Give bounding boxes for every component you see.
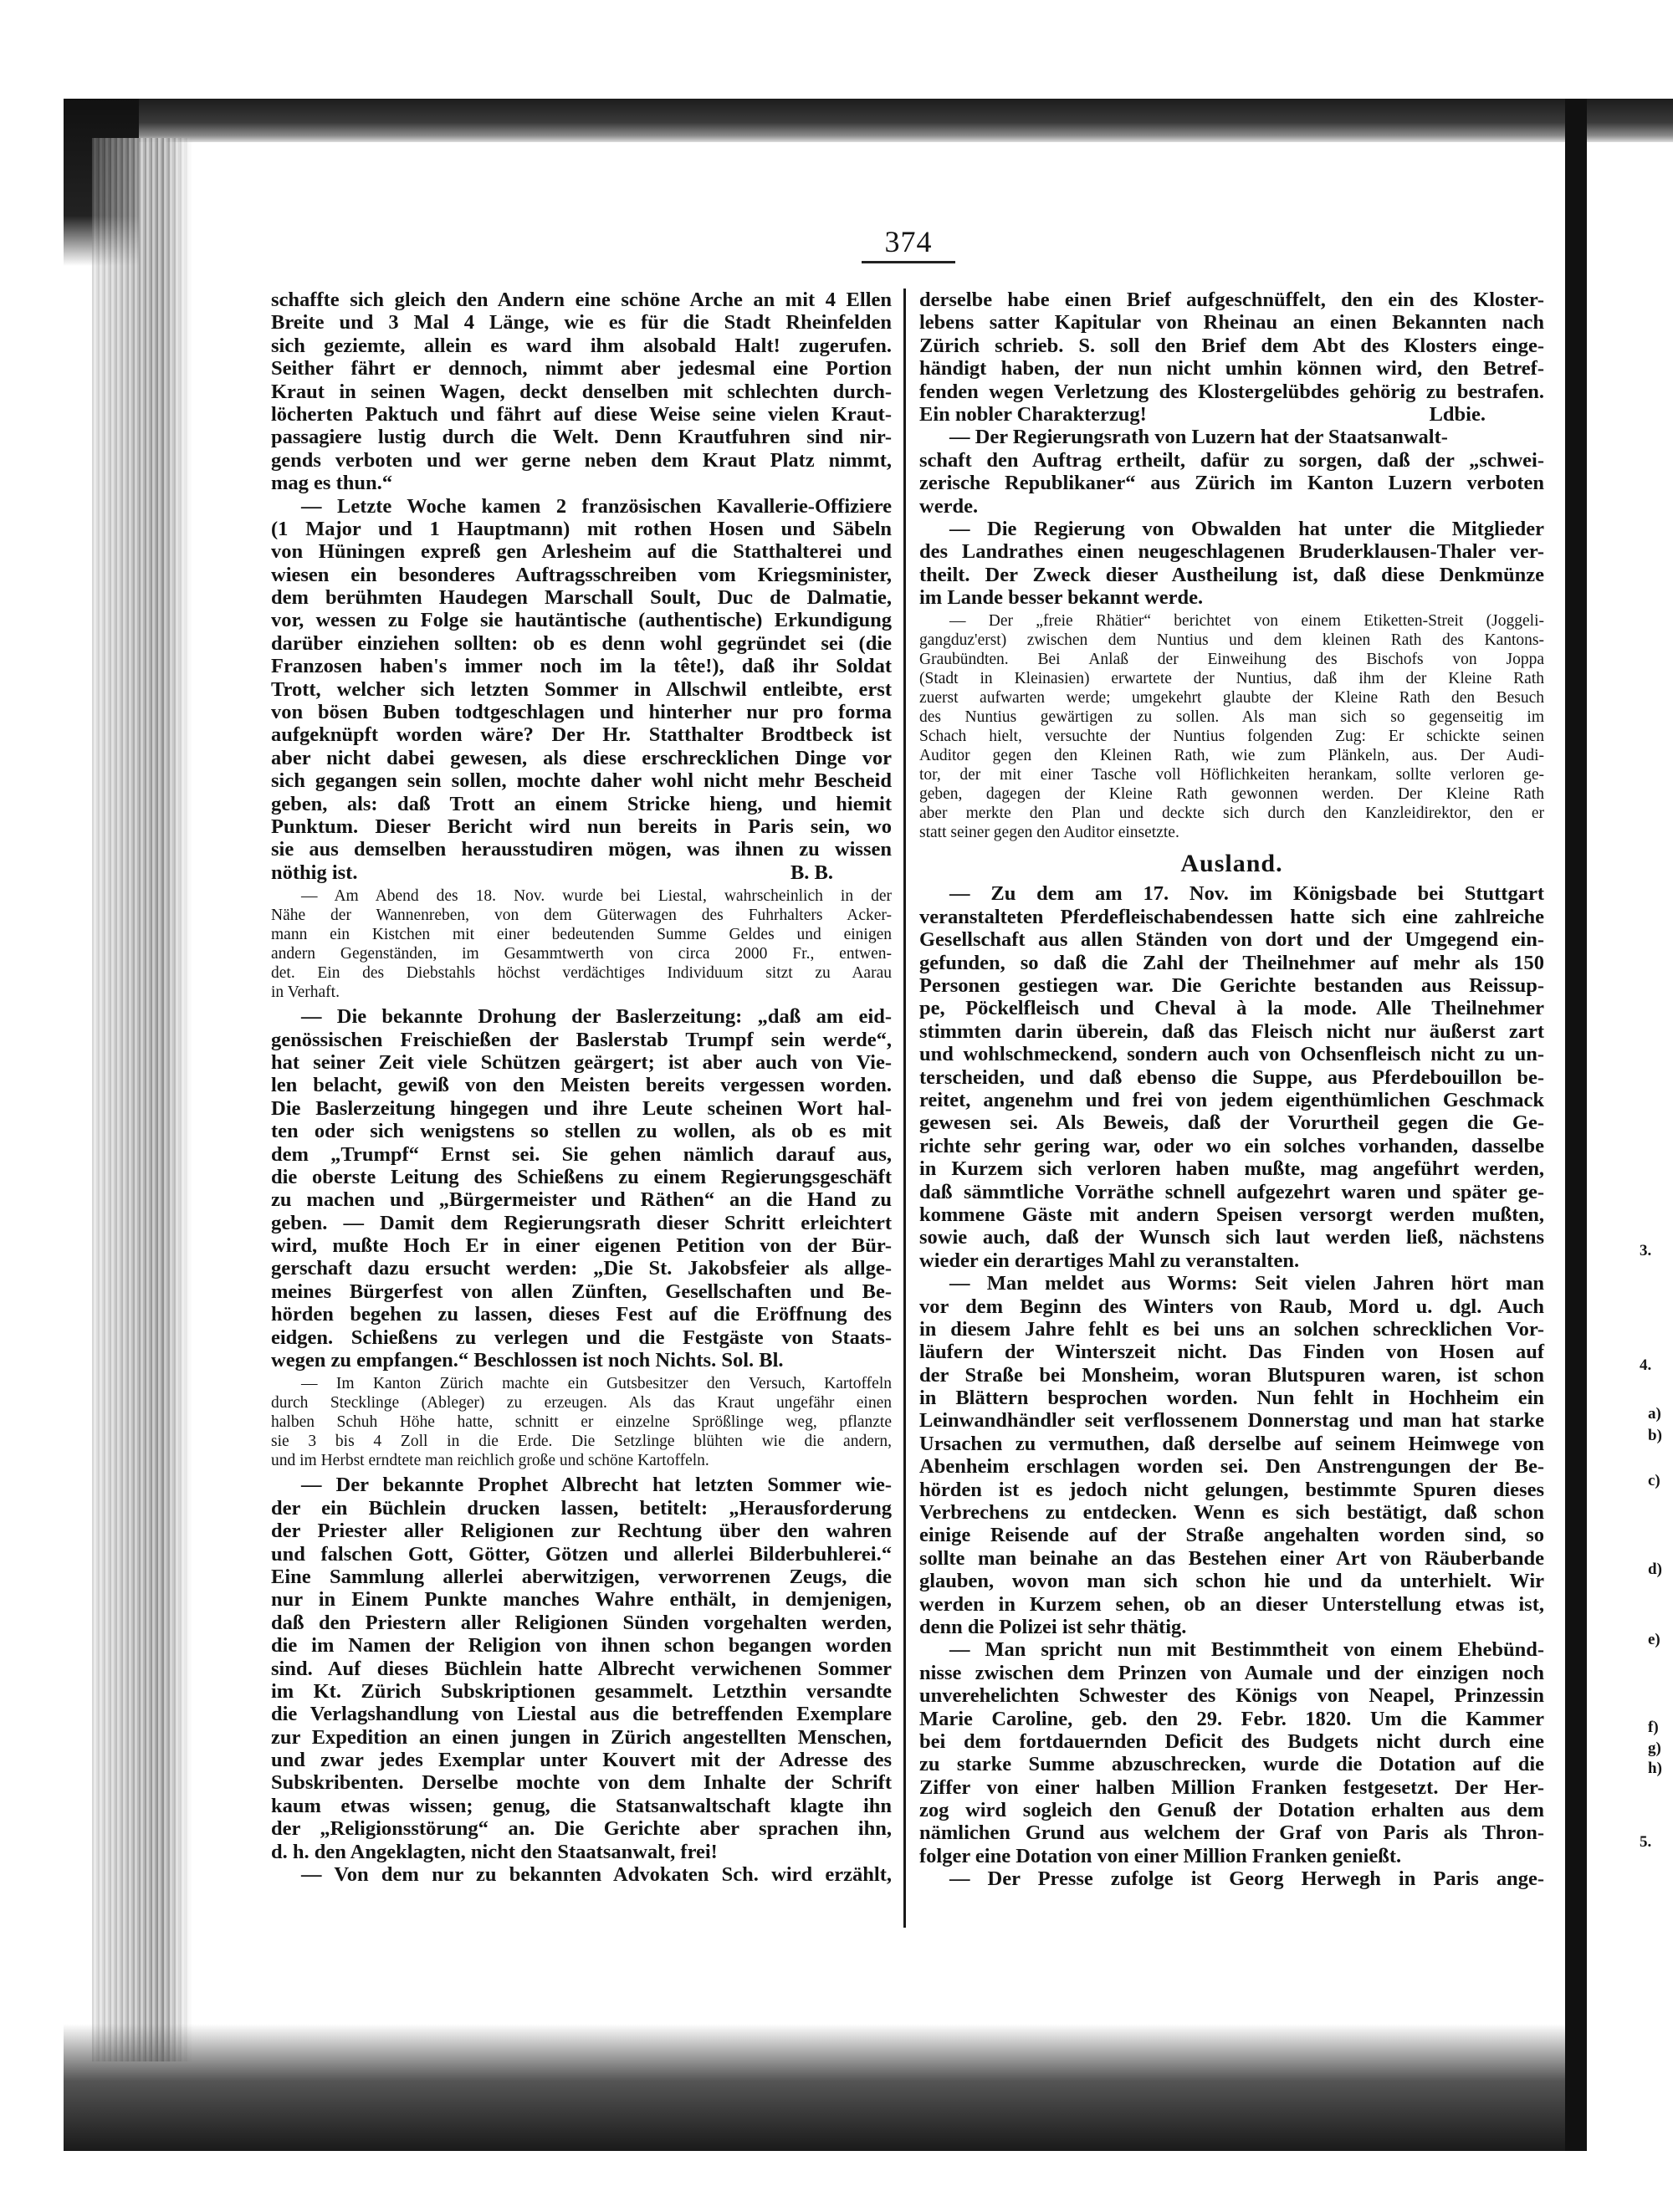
text-line: hörden begehen zu lassen, dieses Fest auf die Eröffnung des	[271, 1303, 892, 1326]
text-line: des Landrathes einen neugeschlagenen Bruderklausen-Thaler ver-	[919, 540, 1544, 564]
text-line: zerische Republikaner“ aus Zürich im Kanton Luzern verboten	[919, 472, 1544, 495]
text-line: werde.	[919, 494, 979, 518]
text-line: sie aus demselben herausstudiren mögen, was ihnen zu wissen	[271, 838, 892, 861]
text-line: — Von dem nur zu bekannten Advokaten Sch. wird erzählt,	[301, 1863, 892, 1887]
text-line: schaft den Auftrag ertheilt, dafür zu sorgen, daß der „schwei-	[919, 448, 1544, 472]
news-item	[271, 289, 892, 495]
text-line: Subskribenten. Derselbe mochte von dem Inhalte der Schrift	[271, 1771, 892, 1795]
text-line: — Der „freie Rhätier“ berichtet von einem Etiketten-Streit (Joggeli-	[949, 612, 1544, 631]
news-item	[919, 1638, 1544, 1867]
text-line: andern Gegenständen, im Gesammtwerth von circa 2000 Fr., entwen-	[271, 945, 892, 963]
text-line: wird, mußte Hoch Er in einer eigenen Petition von der Bür-	[271, 1234, 892, 1258]
text-line: Kraut in seinen Wagen, deckt denselben mit schlechten durch-	[271, 380, 892, 403]
text-line: zuerst aufwarten werde; umgekehrt glaubte der Kleine Rath den Besuch	[919, 689, 1544, 708]
text-line: Seither fährt er dennoch, nimmt aber jedesmal eine Portion	[271, 357, 892, 381]
text-line: zog wird sogleich den Genuß der Dotation erhalten aus dem	[919, 1799, 1544, 1822]
text-line: Auditor gegen den Kleinen Rath, wie zum Plänkeln, aus. Der Audi-	[919, 747, 1544, 765]
page-number: 374	[862, 224, 955, 263]
text-line: sowie auch, daß der Wunsch sich laut werden ließ, nächstens	[919, 1226, 1544, 1249]
news-item	[919, 1272, 1544, 1638]
text-line: (Stadt in Kleinasien) erwartete der Nuntius, daß ihm der Kleine Rath	[919, 670, 1544, 688]
text-line: Zürich schrieb. S. soll den Brief dem Abt des Klosters einge-	[919, 334, 1544, 357]
text-line: bei dem fortdauernden Deficit des Budgets nicht durch eine	[919, 1729, 1544, 1753]
text-line	[271, 861, 892, 884]
text-line: sie 3 bis 4 Zoll in die Erde. Die Setzlinge blühten wie die andern,	[271, 1433, 892, 1451]
text-line: mann ein Kistchen mit einer bedeutenden Summe Geldes und einigen	[271, 926, 892, 944]
text-line: in Blättern besprochen worden. Nun fehlt in Hochheim ein	[919, 1387, 1544, 1410]
text-line: zur Expedition an einen jungen in Zürich angestellten Menschen,	[271, 1725, 892, 1749]
text-line: hörden ist es jedoch nicht gelungen, bestimmte Spuren dieses	[919, 1478, 1544, 1501]
text-line: nämlichen Grund aus welchem der Graf von Paris als Thron-	[919, 1821, 1544, 1845]
text-line: gends verboten und wer gerne neben dem Kraut Platz nimmt,	[271, 448, 892, 472]
text-line: geben, dagegen der Kleine Rath gewonnen werden. Der Kleine Rath	[919, 785, 1544, 804]
text-line: sind. Auf dieses Büchlein hatte Albrecht verwichenen Sommer	[271, 1657, 892, 1680]
text-line: d. h. den Angeklagten, nicht den Staatsanwalt, frei!	[271, 1840, 718, 1863]
text-line: theilt. Der Zweck dieser Austheilung ist, daß diese Denkmünze	[919, 563, 1544, 586]
text-line: stimmten darin überein, daß das Fleisch nicht nur äußerst zart	[919, 1019, 1544, 1043]
text-line: schaffte sich gleich den Andern eine schöne Arche an mit 4 Ellen	[271, 289, 892, 311]
text-line: der „Religionsstörung“ an. Die Gerichte aber sprachen ihn,	[271, 1817, 892, 1841]
text-line: passagiere lustig durch die Welt. Denn Krautfuhren sind nir-	[271, 426, 892, 449]
facing-page-fragment: b)	[1648, 1427, 1662, 1444]
text-line: gefunden, so daß die Zahl der Theilnehmer auf mehr als 150	[919, 951, 1544, 974]
text-line: Trott, welcher sich letzten Sommer in Allschwil entleibte, erst	[271, 677, 892, 701]
text-line: und falschen Gott, Götter, Götzen und allerlei Bilderbuhlerei.“	[271, 1542, 892, 1566]
news-item	[271, 1005, 892, 1372]
text-line: fenden wegen Verletzung des Klostergelübdes gehörig zu bestrafen.	[919, 380, 1544, 403]
text-line: lebens satter Kapitular von Rheinau an einen Bekannten nach	[919, 311, 1544, 335]
facing-page-fragment: c)	[1648, 1472, 1660, 1489]
facing-page-fragment: d)	[1648, 1561, 1662, 1578]
text-line: daß den Priestern aller Religionen Sünden vorgehalten werden,	[271, 1611, 892, 1634]
text-line: und im Herbst erndtete man reichlich große und schöne Kartoffeln.	[271, 1452, 709, 1470]
text-line: von bösen Buben todtgeschlagen und hinterher nur pro forma	[271, 701, 892, 724]
text-line: — Der bekannte Prophet Albrecht hat letzten Sommer wie-	[301, 1474, 892, 1497]
scan-border-bottom	[64, 2024, 1569, 2151]
text-line: Graubündten. Bei Anlaß der Einweihung des Bischofs von Joppa	[919, 651, 1544, 669]
text-line: genössischen Freischießen der Baslerstab Trumpf sein werde“,	[271, 1028, 892, 1051]
text-line: wieder ein derartiges Mahl zu veranstalten.	[919, 1249, 1300, 1272]
text-line: — Man spricht nun mit Bestimmtheit von einem Ehebünd-	[949, 1638, 1544, 1662]
text-line: Nähe der Wannenreben, von dem Güterwagen des Fuhrhalters Acker-	[271, 907, 892, 925]
text-line: der ein Büchlein drucken lassen, betitelt: „Herausforderung	[271, 1496, 892, 1520]
text-line: die oberste Leitung des Schießens zu einem Regierungsgeschäft	[271, 1165, 892, 1188]
text-line: — Der Presse zufolge ist Georg Herwegh in Paris ange-	[949, 1867, 1544, 1891]
text-line: händigt haben, der nun nicht umhin können wird, den Betref-	[919, 357, 1544, 381]
news-item	[271, 1474, 892, 1863]
text-line-content: Ein nobler Charakterzug!	[919, 402, 1147, 426]
text-line: sollte man beinahe an das Bestehen einer Art von Räuberbande	[919, 1546, 1544, 1570]
scan-border-top	[64, 99, 1673, 142]
text-line: — Zu dem am 17. Nov. im Königsbade bei Stuttgart	[949, 882, 1544, 906]
text-line: und wohlschmeckend, sondern auch von Ochsenfleisch nicht zu un-	[919, 1043, 1544, 1066]
text-line: mag es thun.“	[271, 472, 392, 495]
facing-page-fragment: a)	[1648, 1405, 1661, 1423]
text-line: gewesen sei. Als Beweis, daß der Vorurtheil gegen die Ge-	[919, 1111, 1544, 1135]
text-line: richte sehr gering war, oder wo ein solches vorhanden, dasselbe	[919, 1134, 1544, 1157]
text-line: die Verlagshandlung von Liestal aus die betreffenden Exemplare	[271, 1703, 892, 1726]
text-line: denn die Polizei ist sehr thätig.	[919, 1615, 1187, 1638]
text-line: dem „Trumpf“ Ernst sei. Sie gehen nämlich darauf aus,	[271, 1142, 892, 1166]
text-line: wegen zu empfangen.“ Beschlossen ist noch Nichts. Sol. Bl.	[271, 1349, 784, 1372]
text-line: im Lande besser bekannt werde.	[919, 586, 1204, 610]
facing-page-fragment: f)	[1648, 1719, 1659, 1736]
text-line: — Im Kanton Zürich machte ein Gutsbesitzer den Versuch, Kartoffeln	[301, 1375, 892, 1393]
text-line: daß sämmtliche Vorräthe schnell aufgezehrt waren und später ge-	[919, 1180, 1544, 1203]
text-line: darüber einziehen sollten: ob es denn wohl gegründet sei (die	[271, 631, 892, 655]
text-line: aufgeknüpft worden wäre? Der Hr. Statthalter Brodtbeck ist	[271, 723, 892, 747]
text-line: nisse zwischen dem Prinzen von Aumale und der einzigen noch	[919, 1661, 1544, 1684]
text-line: gangduz'erst) zwischen dem Nuntius und dem kleinen Rath des Kantons-	[919, 631, 1544, 650]
facing-page-fragment: h)	[1648, 1760, 1662, 1777]
text-line: einige Reisende auf der Straße angehalten worden sind, so	[919, 1524, 1544, 1547]
text-line: Schach hielt, versuchte der Nuntius folgenden Zug: Er schickte seinen	[919, 728, 1544, 746]
facing-page-fragment: 5.	[1640, 1833, 1652, 1851]
text-line: hat seiner Zeit viele Schützen geärgert; ist aber auch von Vie-	[271, 1050, 892, 1074]
text-line: — Der Regierungsrath von Luzern hat der Staatsanwalt-	[949, 426, 1448, 449]
text-line: halben Schuh Höhe hatte, schnitt er einzelne Sprößlinge weg, pflanzte	[271, 1413, 892, 1432]
facing-page-fragment: g)	[1648, 1739, 1661, 1757]
text-line: derselbe habe einen Brief aufgeschnüffelt, den ein des Kloster-	[919, 289, 1544, 311]
text-line: von Hüningen expreß gen Arlesheim auf die Statthalterei und	[271, 540, 892, 564]
text-line: in diesem Jahre fehlt es bei uns an solchen schrecklichen Vor-	[919, 1317, 1544, 1341]
author-signature: B. B.	[790, 861, 833, 884]
text-line: und zwar jedes Exemplar unter Kouvert mit der Adresse des	[271, 1749, 892, 1772]
text-line: len belacht, gewiß von den Meisten bereits vergessen worden.	[271, 1074, 892, 1097]
text-line: werden in Kurzem sehen, ob an dieser Unterstellung etwas ist,	[919, 1592, 1544, 1616]
text-line: Ursachen zu vermuthen, daß derselbe auf seinem Heimwege von	[919, 1432, 1544, 1455]
text-line: Verbrechens zu entdecken. Wenn es sich bestätigt, daß schon	[919, 1501, 1544, 1525]
book-page-edges	[92, 138, 192, 2061]
news-item-small	[271, 1374, 892, 1470]
text-line: unverehelichten Schwester des Königs von Neapel, Prinzessin	[919, 1684, 1544, 1708]
text-line: meines Bürgerfest von allen Zünften, Gesellschaften und Be-	[271, 1280, 892, 1303]
text-line: Personen gestiegen war. Die Gerichte bestanden aus Reissup-	[919, 974, 1544, 998]
text-line: Die Baslerzeitung hingegen und ihre Leute scheinen Wort hal-	[271, 1096, 892, 1120]
news-item-small	[919, 611, 1544, 842]
text-line: sich geziemte, allein es ward ihm alsobald Halt! zugerufen.	[271, 334, 892, 357]
right-column	[919, 289, 1544, 1891]
text-line: gerschaft dazu ersucht werden: „Die St. Jakobsfeier als allge-	[271, 1257, 892, 1280]
facing-page-fragment: e)	[1648, 1631, 1660, 1648]
text-line: folger eine Dotation von einer Million Franken genießt.	[919, 1844, 1402, 1867]
text-line-content: nöthig ist.	[271, 861, 358, 884]
text-line: ten oder sich wenigstens so stellen zu wollen, als ob es mit	[271, 1120, 892, 1143]
text-line: glauben, wovon man sich schon hie und da unterhielt. Wir	[919, 1570, 1544, 1593]
text-line: reitet, angenehm und frei von jedem eigenthümlichen Geschmack	[919, 1088, 1544, 1111]
text-line: zu machen und „Bürgermeister und Räthen“ an die Hand zu	[271, 1188, 892, 1212]
news-item	[271, 1863, 892, 1886]
text-line: kaum etwas wissen; genug, die Statsanwaltschaft klagte ihn	[271, 1794, 892, 1817]
text-line: tor, der mit einer Tasche voll Höflichkeiten herankam, sollte verloren ge-	[919, 766, 1544, 784]
section-heading: Ausland.	[1180, 850, 1283, 878]
news-item-small	[271, 886, 892, 1002]
text-line: Abenheim erschlagen worden sei. Den Anstrengungen der Be-	[919, 1455, 1544, 1479]
text-line: statt seiner gegen den Auditor einsetzte.	[919, 824, 1179, 842]
text-line: zu starke Summe abzuschrecken, wurde die Dotation auf die	[919, 1753, 1544, 1776]
text-line: die im Namen der Religion von ihnen schon begangen worden	[271, 1634, 892, 1658]
text-line: dem berühmten Haudegen Marschall Soult, Duc de Dalmatie,	[271, 586, 892, 610]
text-line	[919, 403, 1544, 426]
text-line: nur in Einem Punkte manches Wahre enthält, in demjenigen,	[271, 1588, 892, 1612]
news-item	[271, 495, 892, 885]
text-line: wiesen ein besonderes Auftragsschreiben vom Kriegsminister,	[271, 563, 892, 586]
news-item	[919, 426, 1544, 518]
text-line: aber nicht dabei gewesen, als diese erschrecklichen Dinge vor	[271, 746, 892, 769]
text-line: Breite und 3 Mal 4 Länge, wie es für die Stadt Rheinfelden	[271, 311, 892, 335]
text-line: vor dem Beginn des Winters von Raub, Mord u. dgl. Auch	[919, 1295, 1544, 1318]
book-gutter	[1565, 99, 1587, 2151]
text-line: löcherten Paktuch und fährt auf diese Weise seine vielen Kraut-	[271, 402, 892, 426]
text-line: Marie Caroline, geb. den 29. Febr. 1820. Um die Kammer	[919, 1707, 1544, 1730]
text-line: — Man meldet aus Worms: Seit vielen Jahren hört man	[949, 1272, 1544, 1295]
text-line: der Straße bei Monsheim, woran Blutspuren waren, ist schon	[919, 1363, 1544, 1387]
text-line: läufern der Winterszeit nicht. Das Finden von Hosen auf	[919, 1341, 1544, 1364]
text-line: terscheiden, und daß ebenso die Suppe, aus Pferdebouillon be-	[919, 1065, 1544, 1089]
news-item	[919, 289, 1544, 426]
text-line: vor, wessen zu Folge sie hautäntische (authentische) Erkundigung	[271, 609, 892, 632]
text-line: Ziffer von einer halben Million Franken festgesetzt. Der Her-	[919, 1775, 1544, 1799]
text-line: in Kurzem sich verloren haben mußte, mag angeführt werden,	[919, 1157, 1544, 1181]
text-line: im Kt. Zürich Subskriptionen gesammelt. Letzthin versandte	[271, 1679, 892, 1703]
left-column	[271, 289, 892, 1886]
text-line: kommene Gäste mit andern Speisen versorgt werden mußten,	[919, 1203, 1544, 1226]
text-line: der Priester aller Religionen zur Rechtung über den wahren	[271, 1520, 892, 1543]
text-line: pe, Pöckelfleisch und Cheval à la mode. Alle Theilnehmer	[919, 997, 1544, 1020]
column-divider	[903, 289, 906, 1928]
text-line: — Letzte Woche kamen 2 französischen Kavallerie-Offiziere	[301, 494, 892, 518]
text-line: Eine Sammlung allerlei aberwitzigen, verworrenen Zeugs, die	[271, 1565, 892, 1588]
text-line: Leinwandhändler seit verflossenem Donnerstag und man hat starke	[919, 1409, 1544, 1433]
text-line: (1 Major und 1 Hauptmann) mit rothen Hosen und Säbeln	[271, 517, 892, 540]
news-item	[919, 1867, 1544, 1890]
text-line: veranstalteten Pferdefleischabendessen hatte sich eine zahlreiche	[919, 905, 1544, 928]
text-line: des Nuntius gewärtigen zu sollen. Als man sich so gegenseitig im	[919, 708, 1544, 727]
text-line: Punktum. Dieser Bericht wird nun bereits in Paris sein, wo	[271, 815, 892, 838]
text-line: — Die Regierung von Obwalden hat unter die Mitglieder	[949, 517, 1544, 540]
facing-page-fragment: 4.	[1640, 1356, 1652, 1374]
facing-page-fragment: 3.	[1640, 1242, 1652, 1259]
text-line: — Am Abend des 18. Nov. wurde bei Liestal, wahrscheinlich in der	[301, 887, 892, 906]
text-line: geben, als: daß Trott an einem Stricke hieng, und hiemit	[271, 792, 892, 815]
text-line: in Verhaft.	[271, 983, 340, 1002]
text-line: Franzosen haben's immer noch im la tête!), daß ihr Soldat	[271, 655, 892, 678]
text-line: geben. — Damit dem Regierungsrath dieser Schritt erleichtert	[271, 1211, 892, 1234]
author-signature: Ldbie.	[1429, 402, 1486, 426]
text-line: sich gegangen sein sollen, mochte daher wohl nicht mehr Bescheid	[271, 769, 892, 793]
news-item	[919, 882, 1544, 1272]
text-line: aber merkte den Plan und deckte sich durch den Kanzleidirektor, den er	[919, 805, 1544, 823]
text-line: Gesellschaft aus allen Ständen von dort und der Umgegend ein-	[919, 928, 1544, 952]
text-line: eidgen. Schießens zu verlegen und die Festgäste von Staats-	[271, 1326, 892, 1349]
text-line: — Die bekannte Drohung der Baslerzeitung: „daß am eid-	[301, 1005, 892, 1029]
text-line: det. Ein des Diebstahls höchst verdächtiges Individuum sitzt zu Aarau	[271, 964, 892, 983]
text-line: durch Stecklinge (Ableger) zu erzeugen. Als das Kraut ungefähr einen	[271, 1394, 892, 1413]
news-item	[919, 518, 1544, 610]
